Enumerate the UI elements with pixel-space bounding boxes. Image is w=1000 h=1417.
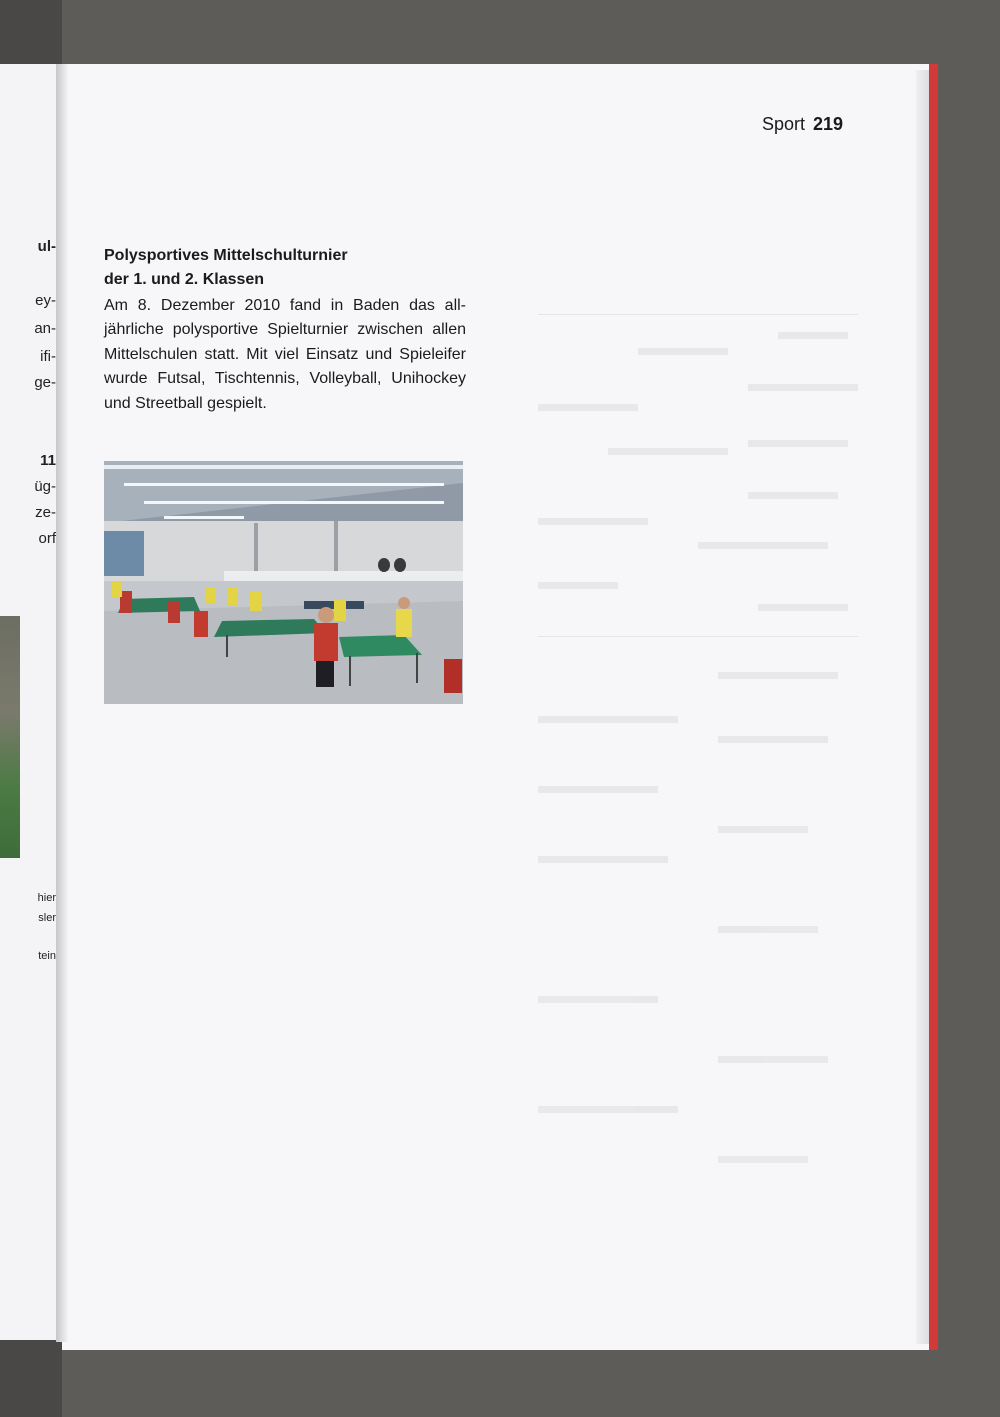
facing-page-fragment: ey- [35,292,56,309]
article-title-line1: Polysportives Mittelschulturnier [104,247,348,264]
gutter-shadow [56,64,68,1342]
facing-page-fragment: ul- [37,238,56,255]
facing-page-photo [0,616,20,858]
facing-page-fragment: sler [38,912,56,924]
facing-page-fragment: orf [38,530,56,547]
facing-page-fragment: ge- [34,374,56,391]
page-number: 219 [813,114,844,134]
article-title [104,244,466,292]
facing-page-fragment: üg- [34,478,56,495]
article-title-line2: der 1. und 2. Klassen [104,271,265,288]
facing-page-fragment: tein [38,950,56,962]
facing-page-fragment: hier [37,892,56,904]
facing-page-fragment: 11 [40,452,56,469]
photo-illustration [104,461,463,704]
page-edges [916,70,930,1344]
article-body: Am 8. Dezember 2010 fand in Baden das alljährliche polysportive Spielturnier zwischen allen Mittelschulen statt. Mit viel Einsatz und Spieleifer wurde Futsal, Tischtennis, Volleyball, Unihockey und Streetball gespielt. [104,297,466,412]
table-tennis-photo [104,461,463,704]
article [104,244,466,416]
running-header [762,114,843,135]
facing-page [0,64,58,1340]
book-edge-red [929,64,938,1350]
section-name: Sport [762,114,806,134]
facing-page-fragment: ifi- [40,348,56,365]
facing-page-fragment: ze- [35,504,56,521]
facing-page-fragment: an- [34,320,56,337]
